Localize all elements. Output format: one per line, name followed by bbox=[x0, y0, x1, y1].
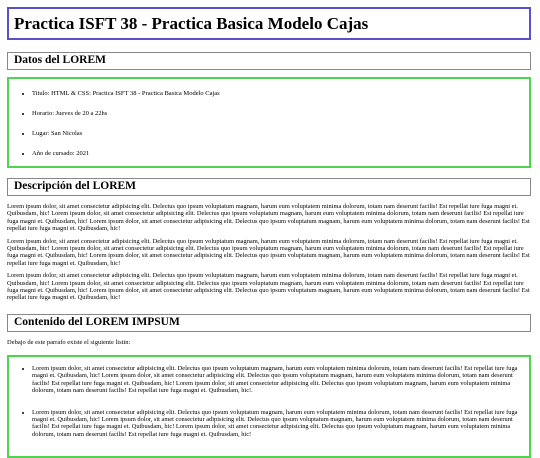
datos-heading-box bbox=[7, 52, 531, 70]
contenido-list bbox=[15, 365, 523, 438]
contenido-heading-box bbox=[7, 314, 531, 332]
paragraph: Lorem ipsum dolor, sit amet consectetur adipisicing elit. Delectus quo ipsum voluptatum magnam, harum eum voluptatem minima dolorum, totam nam deserunt facilis! Est repellat iure fuga magni et. Quibusdam, hic! Lorem ipsum dolor, sit amet consectetur adipisicing elit. Delectus quo ipsum voluptatum magnam, harum eum voluptatem minima dolorum, totam nam deserunt facilis! Est repellat iure fuga magni et. Quibusdam, hic! Lorem ipsum dolor, sit amet consectetur adipisicing elit. Delectus quo ipsum voluptatum magnam, harum eum voluptatem minima dolorum, totam nam deserunt facilis! Est repellat iure fuga magni et. Quibusdam, hic! bbox=[7, 203, 530, 233]
descripcion-heading-box bbox=[7, 178, 531, 196]
datos-list bbox=[15, 90, 523, 158]
list-item: • Horario: Jueves de 20 a 22hs bbox=[32, 110, 523, 118]
paragraph: Lorem ipsum dolor, sit amet consectetur adipisicing elit. Delectus quo ipsum voluptatum magnam, harum eum voluptatem minima dolorum, totam nam deserunt facilis! Est repellat iure fuga magni et. Quibusdam, hic! Lorem ipsum dolor, sit amet consectetur adipisicing elit. Delectus quo ipsum voluptatum magnam, harum eum voluptatem minima dolorum, totam nam deserunt facilis! Est repellat iure fuga magni et. Quibusdam, hic! Lorem ipsum dolor, sit amet consectetur adipisicing elit. Delectus quo ipsum voluptatum magnam, harum eum voluptatem minima dolorum, totam nam deserunt facilis! Est repellat iure fuga magni et. Quibusdam, hic! bbox=[7, 272, 530, 302]
datos-heading: Datos del LOREM bbox=[14, 54, 106, 67]
list-item: • Titulo: HTML & CSS: Practica ISFT 38 - Practica Basica Modelo Cajas bbox=[32, 90, 523, 98]
contenido-heading: Contenido del LOREM IMPSUM bbox=[14, 316, 180, 329]
contenido-box bbox=[7, 355, 531, 458]
list-item: • Lugar: San Nicolas bbox=[32, 130, 523, 138]
descripcion-heading: Descripción del LOREM bbox=[14, 180, 137, 193]
list-item: • Lorem ipsum dolor, sit amet consectetur adipisicing elit. Delectus quo ipsum voluptatum magnam, harum eum voluptatem minima dolorum, totam nam deserunt facilis! Est repellat iure fuga magni et. Quibusdam, hic! Lorem ipsum dolor, sit amet consectetur adipisicing elit. Delectus quo ipsum voluptatum magnam, harum eum voluptatem minima dolorum, totam nam deserunt facilis! Est repellat iure fuga magni et. Quibusdam, hic! Lorem ipsum dolor, sit amet consectetur adipisicing elit. Delectus quo ipsum voluptatum magnam, harum eum voluptatem minima dolorum, totam nam deserunt facilis! Est repellat iure fuga magni et. Quibusdam, hic! bbox=[32, 409, 523, 439]
page-title: Practica ISFT 38 - Practica Basica Modelo Cajas bbox=[14, 14, 369, 33]
list-item: • Lorem ipsum dolor, sit amet consectetur adipisicing elit. Delectus quo ipsum voluptatum magnam, harum eum voluptatem minima dolorum, totam nam deserunt facilis! Est repellat iure fuga magni et. Quibusdam, hic! Lorem ipsum dolor, sit amet consectetur adipisicing elit. Delectus quo ipsum voluptatum magnam, harum eum voluptatem minima dolorum, totam nam deserunt facilis! Est repellat iure fuga magni et. Quibusdam, hic! Lorem ipsum dolor, sit amet consectetur adipisicing elit. Delectus quo ipsum voluptatum magnam, harum eum voluptatem minima dolorum, totam nam deserunt facilis! Est repellat iure fuga magni et. Quibusdam, hic!. bbox=[32, 365, 523, 395]
paragraph: Lorem ipsum dolor, sit amet consectetur adipisicing elit. Delectus quo ipsum voluptatum magnam, harum eum voluptatem minima dolorum, totam nam deserunt facilis! Est repellat iure fuga magni et. Quibusdam, hic! Lorem ipsum dolor, sit amet consectetur adipisicing elit. Delectus quo ipsum voluptatum magnam, harum eum voluptatem minima dolorum, totam nam deserunt facilis! Est repellat iure fuga magni et. Quibusdam, hic! Lorem ipsum dolor, sit amet consectetur adipisicing elit. Delectus quo ipsum voluptatum magnam, harum eum voluptatem minima dolorum, totam nam deserunt facilis! Est repellat iure fuga magni et. Quibusdam, hic! bbox=[7, 237, 530, 267]
contenido-intro: Debajo de este parrafo existe el siguiente listin: bbox=[7, 338, 131, 346]
datos-box bbox=[7, 77, 531, 168]
list-item: • Año de cursado: 2021 bbox=[32, 150, 523, 158]
page-header bbox=[7, 7, 531, 40]
